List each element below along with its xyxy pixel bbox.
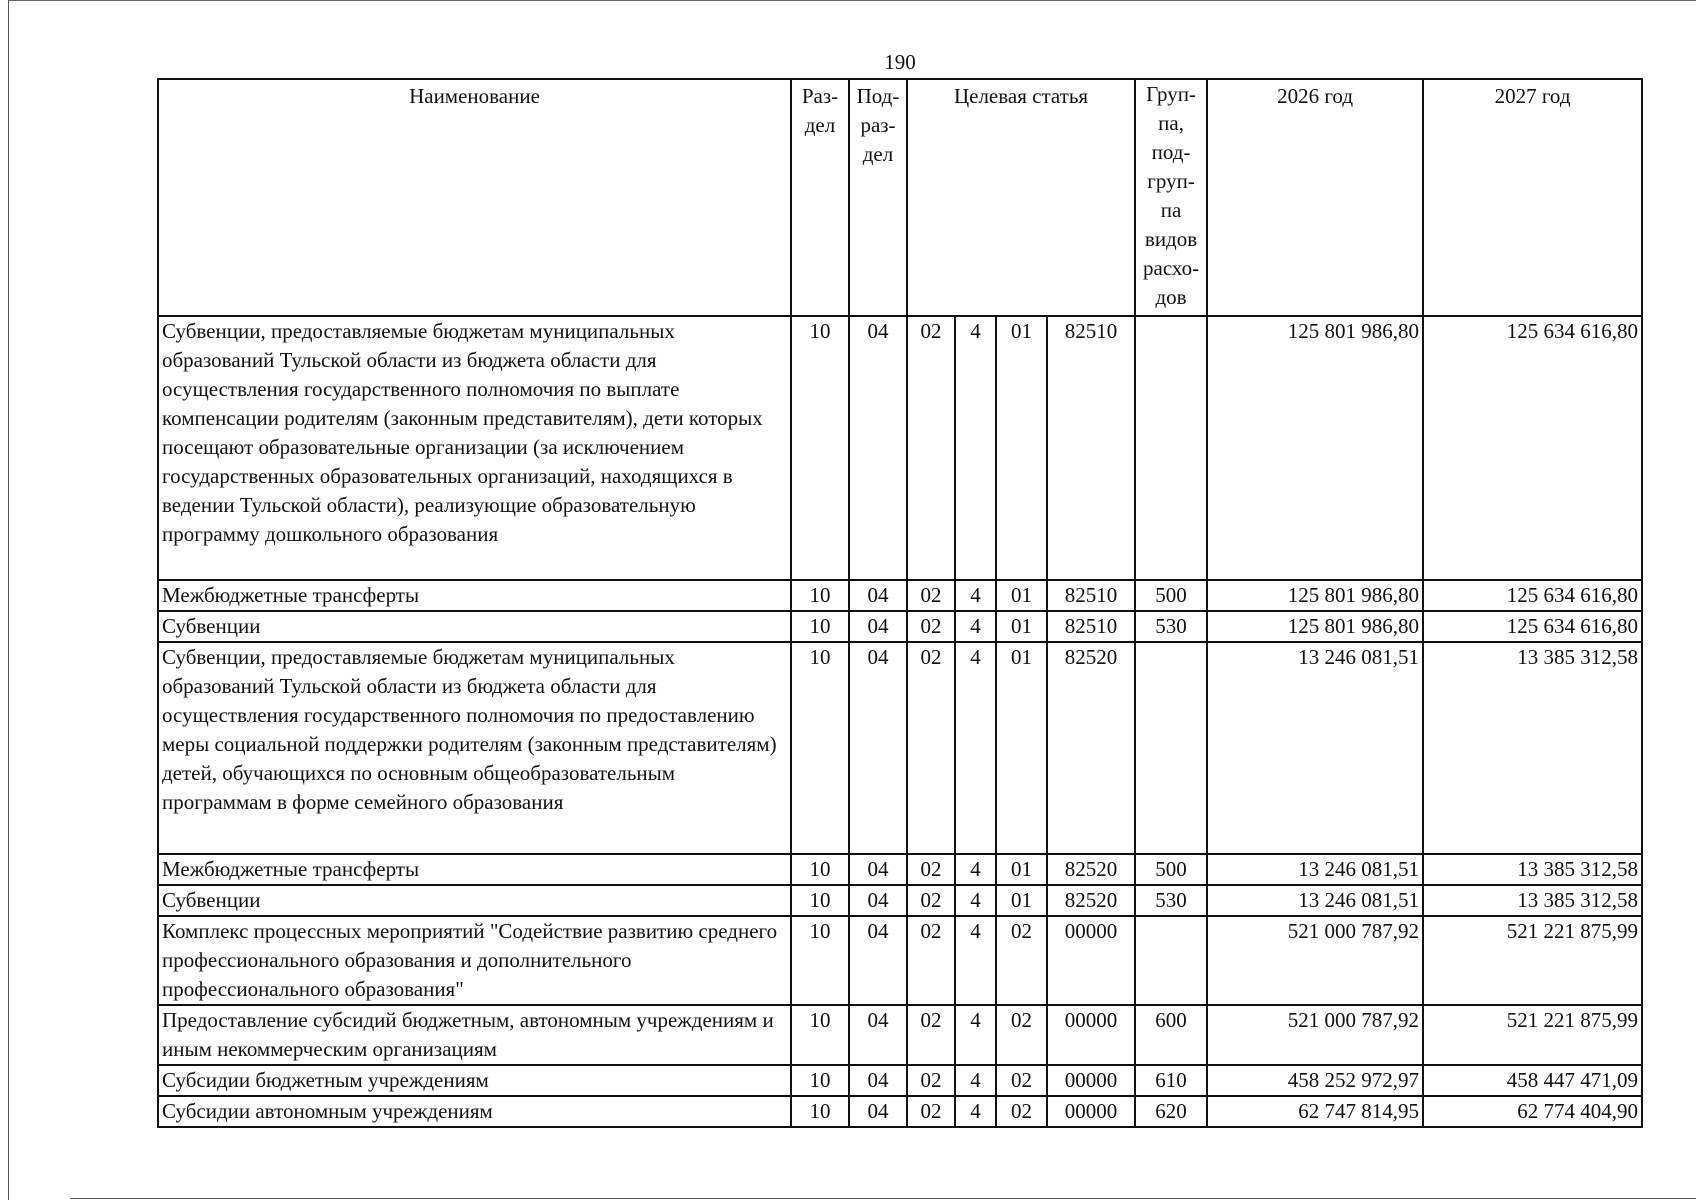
scan-edge-left (8, 0, 9, 1200)
cell-podrazdel: 04 (849, 611, 907, 642)
cell-razdel: 10 (791, 1065, 849, 1096)
cell-razdel: 10 (791, 916, 849, 1005)
cell-2026: 13 246 081,51 (1207, 885, 1423, 916)
cell-cs-direction: 82510 (1047, 611, 1135, 642)
cell-gruppa (1135, 916, 1207, 1005)
cell-gruppa (1135, 316, 1207, 580)
cell-name: Субсидии автономным учреждениям (158, 1096, 791, 1127)
cell-2027: 458 447 471,09 (1423, 1065, 1642, 1096)
cell-cs-type: 4 (955, 1096, 996, 1127)
cell-2026: 13 246 081,51 (1207, 642, 1423, 854)
cell-podrazdel: 04 (849, 885, 907, 916)
cell-2026: 521 000 787,92 (1207, 1005, 1423, 1065)
cell-cs-program: 02 (907, 885, 955, 916)
cell-gruppa: 530 (1135, 611, 1207, 642)
cell-name: Комплекс процессных мероприятий "Содействие развитию среднего профессионального образования и дополнительного профессионального образования" (158, 916, 791, 1005)
cell-cs-type: 4 (955, 1005, 996, 1065)
cell-cs-element: 02 (996, 1096, 1047, 1127)
header-celevaya-statya: Целевая статья (907, 79, 1135, 316)
table-row (158, 611, 1642, 642)
cell-cs-element: 01 (996, 580, 1047, 611)
cell-cs-program: 02 (907, 1096, 955, 1127)
cell-razdel: 10 (791, 611, 849, 642)
cell-2026: 125 801 986,80 (1207, 580, 1423, 611)
cell-2026: 458 252 972,97 (1207, 1065, 1423, 1096)
cell-name: Субвенции, предоставляемые бюджетам муниципальных образований Тульской области из бюджета области для осуществления государственного полномочия по предоставлению меры социальной поддержки родителям (законным представителям) детей, обучающихся по основным общеобразовательным программам в форме семейного образования (158, 642, 791, 854)
cell-cs-program: 02 (907, 580, 955, 611)
cell-cs-direction: 82520 (1047, 854, 1135, 885)
cell-cs-element: 01 (996, 611, 1047, 642)
cell-cs-type: 4 (955, 611, 996, 642)
cell-gruppa: 610 (1135, 1065, 1207, 1096)
cell-cs-direction: 00000 (1047, 1096, 1135, 1127)
cell-podrazdel: 04 (849, 854, 907, 885)
cell-name: Субвенции, предоставляемые бюджетам муниципальных образований Тульской области из бюджета области для осуществления государственного полномочия по выплате компенсации родителям (законным представителям), дети которых посещают образовательные организации (за исключением государственных образовательных организаций, находящихся в ведении Тульской области), реализующие образовательную программу дошкольного образования (158, 316, 791, 580)
cell-2027: 13 385 312,58 (1423, 854, 1642, 885)
cell-name: Субвенции (158, 885, 791, 916)
cell-2026: 13 246 081,51 (1207, 854, 1423, 885)
cell-podrazdel: 04 (849, 1096, 907, 1127)
cell-name: Предоставление субсидий бюджетным, автономным учреждениям и иным некоммерческим организациям (158, 1005, 791, 1065)
cell-podrazdel: 04 (849, 642, 907, 854)
table-row (158, 580, 1642, 611)
cell-razdel: 10 (791, 580, 849, 611)
cell-podrazdel: 04 (849, 1065, 907, 1096)
cell-cs-element: 01 (996, 854, 1047, 885)
cell-2027: 13 385 312,58 (1423, 642, 1642, 854)
cell-cs-direction: 82520 (1047, 642, 1135, 854)
cell-gruppa: 530 (1135, 885, 1207, 916)
header-gruppa: Груп- па, под- груп- па видов расхо- дов (1135, 79, 1207, 316)
cell-2026: 125 801 986,80 (1207, 611, 1423, 642)
cell-cs-direction: 00000 (1047, 1005, 1135, 1065)
header-2026: 2026 год (1207, 79, 1423, 316)
cell-cs-element: 02 (996, 916, 1047, 1005)
cell-2027: 521 221 875,99 (1423, 916, 1642, 1005)
page-number: 190 (884, 50, 916, 74)
header-name: Наименование (158, 79, 791, 316)
header-razdel: Раз- дел (791, 79, 849, 316)
header-row (158, 79, 1642, 316)
cell-cs-program: 02 (907, 1065, 955, 1096)
scan-edge-bottom (70, 1198, 1696, 1199)
cell-2027: 125 634 616,80 (1423, 580, 1642, 611)
cell-gruppa: 620 (1135, 1096, 1207, 1127)
table-row (158, 1065, 1642, 1096)
cell-gruppa: 500 (1135, 580, 1207, 611)
cell-razdel: 10 (791, 316, 849, 580)
cell-cs-element: 02 (996, 1005, 1047, 1065)
cell-podrazdel: 04 (849, 316, 907, 580)
cell-cs-direction: 00000 (1047, 916, 1135, 1005)
cell-2026: 125 801 986,80 (1207, 316, 1423, 580)
cell-cs-type: 4 (955, 916, 996, 1005)
cell-razdel: 10 (791, 1096, 849, 1127)
cell-2027: 125 634 616,80 (1423, 611, 1642, 642)
cell-cs-direction: 82510 (1047, 580, 1135, 611)
cell-razdel: 10 (791, 1005, 849, 1065)
cell-2027: 62 774 404,90 (1423, 1096, 1642, 1127)
table-row (158, 854, 1642, 885)
cell-podrazdel: 04 (849, 916, 907, 1005)
cell-2027: 521 221 875,99 (1423, 1005, 1642, 1065)
cell-cs-program: 02 (907, 316, 955, 580)
table-row (158, 642, 1642, 854)
cell-cs-element: 01 (996, 885, 1047, 916)
cell-name: Межбюджетные трансферты (158, 580, 791, 611)
cell-cs-program: 02 (907, 1005, 955, 1065)
table-row (158, 1096, 1642, 1127)
cell-cs-program: 02 (907, 916, 955, 1005)
cell-cs-type: 4 (955, 642, 996, 854)
cell-podrazdel: 04 (849, 1005, 907, 1065)
cell-cs-type: 4 (955, 854, 996, 885)
cell-razdel: 10 (791, 854, 849, 885)
cell-name: Субсидии бюджетным учреждениям (158, 1065, 791, 1096)
cell-cs-element: 02 (996, 1065, 1047, 1096)
cell-cs-direction: 82510 (1047, 316, 1135, 580)
cell-2026: 62 747 814,95 (1207, 1096, 1423, 1127)
cell-cs-type: 4 (955, 1065, 996, 1096)
header-podrazdel: Под- раз- дел (849, 79, 907, 316)
cell-razdel: 10 (791, 642, 849, 854)
table-header (158, 79, 1642, 316)
cell-gruppa: 600 (1135, 1005, 1207, 1065)
cell-gruppa (1135, 642, 1207, 854)
cell-cs-element: 01 (996, 316, 1047, 580)
table-row (158, 1005, 1642, 1065)
cell-cs-type: 4 (955, 316, 996, 580)
table-body (158, 316, 1642, 1127)
cell-podrazdel: 04 (849, 580, 907, 611)
cell-2027: 13 385 312,58 (1423, 885, 1642, 916)
cell-cs-element: 01 (996, 642, 1047, 854)
cell-name: Межбюджетные трансферты (158, 854, 791, 885)
scan-edge-top (8, 0, 1696, 1)
cell-cs-program: 02 (907, 642, 955, 854)
cell-cs-direction: 00000 (1047, 1065, 1135, 1096)
cell-cs-program: 02 (907, 611, 955, 642)
cell-cs-program: 02 (907, 854, 955, 885)
cell-cs-direction: 82520 (1047, 885, 1135, 916)
cell-razdel: 10 (791, 885, 849, 916)
cell-2027: 125 634 616,80 (1423, 316, 1642, 580)
budget-table (157, 78, 1643, 1128)
cell-cs-type: 4 (955, 580, 996, 611)
table-row (158, 316, 1642, 580)
table-row (158, 916, 1642, 1005)
cell-2026: 521 000 787,92 (1207, 916, 1423, 1005)
cell-name: Субвенции (158, 611, 791, 642)
header-2027: 2027 год (1423, 79, 1642, 316)
table-row (158, 885, 1642, 916)
cell-cs-type: 4 (955, 885, 996, 916)
cell-gruppa: 500 (1135, 854, 1207, 885)
